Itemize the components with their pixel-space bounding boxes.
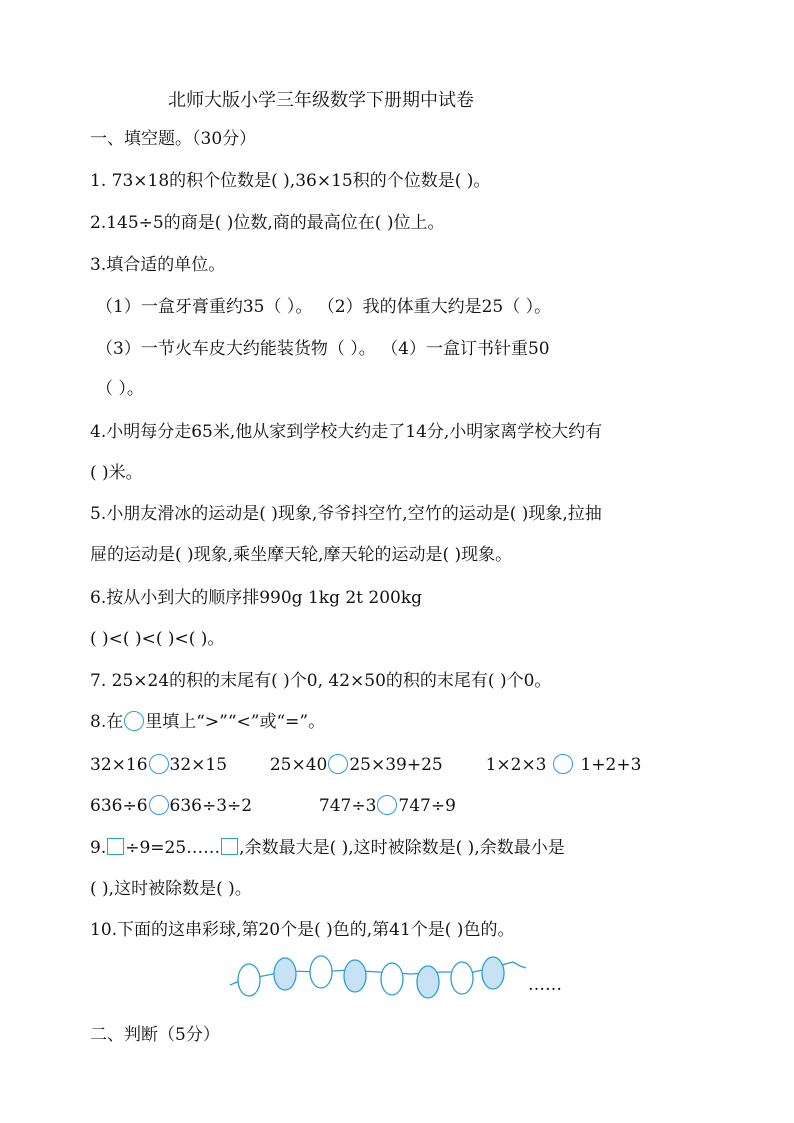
compare-circle-icon[interactable] (377, 795, 397, 815)
q8-suffix: 里填上“>”“<”或“=”。 (145, 712, 326, 732)
expr: 25×40 (269, 755, 328, 775)
expr: 1×2×3 (485, 755, 547, 775)
question-5-line-2: 屉的运动是( )现象,乘坐摩天轮,摩天轮的运动是( )现象。 (90, 545, 513, 565)
dividend-box-icon[interactable] (107, 838, 124, 855)
ball-blue-2 (344, 960, 366, 992)
expr: 32×15 (169, 755, 228, 775)
question-4-line-1: 4.小明每分走65米,他从家到学校大约走了14分,小明家离学校大约有 (90, 422, 603, 442)
q9-question: ,余数最大是( ),这时被除数是( ),余数最小是 (239, 838, 565, 858)
question-6-line-1: 6.按从小到大的顺序排990g 1kg 2t 200kg (90, 588, 423, 608)
expr: 1+2+3 (580, 755, 642, 775)
section-2-heading: 二、判断（5分） (90, 1025, 220, 1045)
ball-blue-1 (274, 958, 296, 990)
balloon-string-figure (228, 950, 528, 1000)
question-3: 3.填合适的单位。 (90, 255, 226, 275)
question-4-line-2: ( )米。 (90, 463, 143, 483)
expr: 636÷6 (90, 796, 148, 816)
q8-prefix: 8.在 (90, 712, 124, 732)
expr: 747÷3 (318, 796, 377, 816)
question-5-line-1: 5.小朋友滑冰的运动是( )现象,爷爷抖空竹,空竹的运动是( )现象,拉抽 (90, 504, 602, 524)
ball-white-1 (238, 964, 260, 996)
question-6-line-2: ( )<( )<( )<( )。 (90, 629, 225, 649)
question-7: 7. 25×24的积的末尾有( )个0, 42×50的积的末尾有( )个0。 (90, 671, 552, 691)
section-1-heading: 一、填空题。（30分） (90, 129, 257, 149)
ball-blue-3 (417, 966, 439, 998)
ball-white-4 (451, 962, 473, 994)
question-8-row-2 (90, 795, 456, 817)
question-1: 1. 73×18的积个位数是( ),36×15积的个位数是( )。 (90, 171, 491, 191)
question-3-part-b: （3）一节火车皮大约能装货物（ ）。 （4）一盒订书针重50 (96, 339, 550, 359)
question-3-part-a: （1）一盒牙膏重约35（ ）。 （2）我的体重大约是25（ ）。 (96, 297, 552, 317)
compare-circle-icon[interactable] (553, 754, 573, 774)
ball-white-2 (310, 956, 332, 988)
question-8-row-1 (90, 754, 641, 776)
expr: 25×39+25 (349, 755, 443, 775)
compare-circle-icon[interactable] (328, 754, 348, 774)
compare-circle-icon (124, 711, 144, 731)
ball-blue-4 (482, 957, 504, 989)
expr: 747÷9 (398, 796, 456, 816)
expr: 636÷3÷2 (169, 796, 253, 816)
question-10: 10.下面的这串彩球,第20个是( )色的,第41个是( )色的。 (90, 920, 515, 940)
ball-white-3 (381, 963, 403, 995)
q9-number: 9. (90, 838, 107, 858)
question-8 (90, 711, 325, 733)
question-9-line-1 (90, 837, 565, 859)
expr: 32×16 (90, 755, 148, 775)
question-3-part-c: （ ）。 (96, 379, 144, 399)
q9-equation: ÷9=25…… (125, 838, 221, 858)
compare-circle-icon[interactable] (149, 795, 169, 815)
question-9-line-2: ( ),这时被除数是( )。 (90, 879, 252, 899)
continuation-ellipsis: …… (528, 975, 562, 995)
remainder-box-icon[interactable] (221, 838, 238, 855)
compare-circle-icon[interactable] (149, 754, 169, 774)
question-2: 2.145÷5的商是( )位数,商的最高位在( )位上。 (90, 213, 445, 233)
page-title: 北师大版小学三年级数学下册期中试卷 (168, 90, 474, 111)
